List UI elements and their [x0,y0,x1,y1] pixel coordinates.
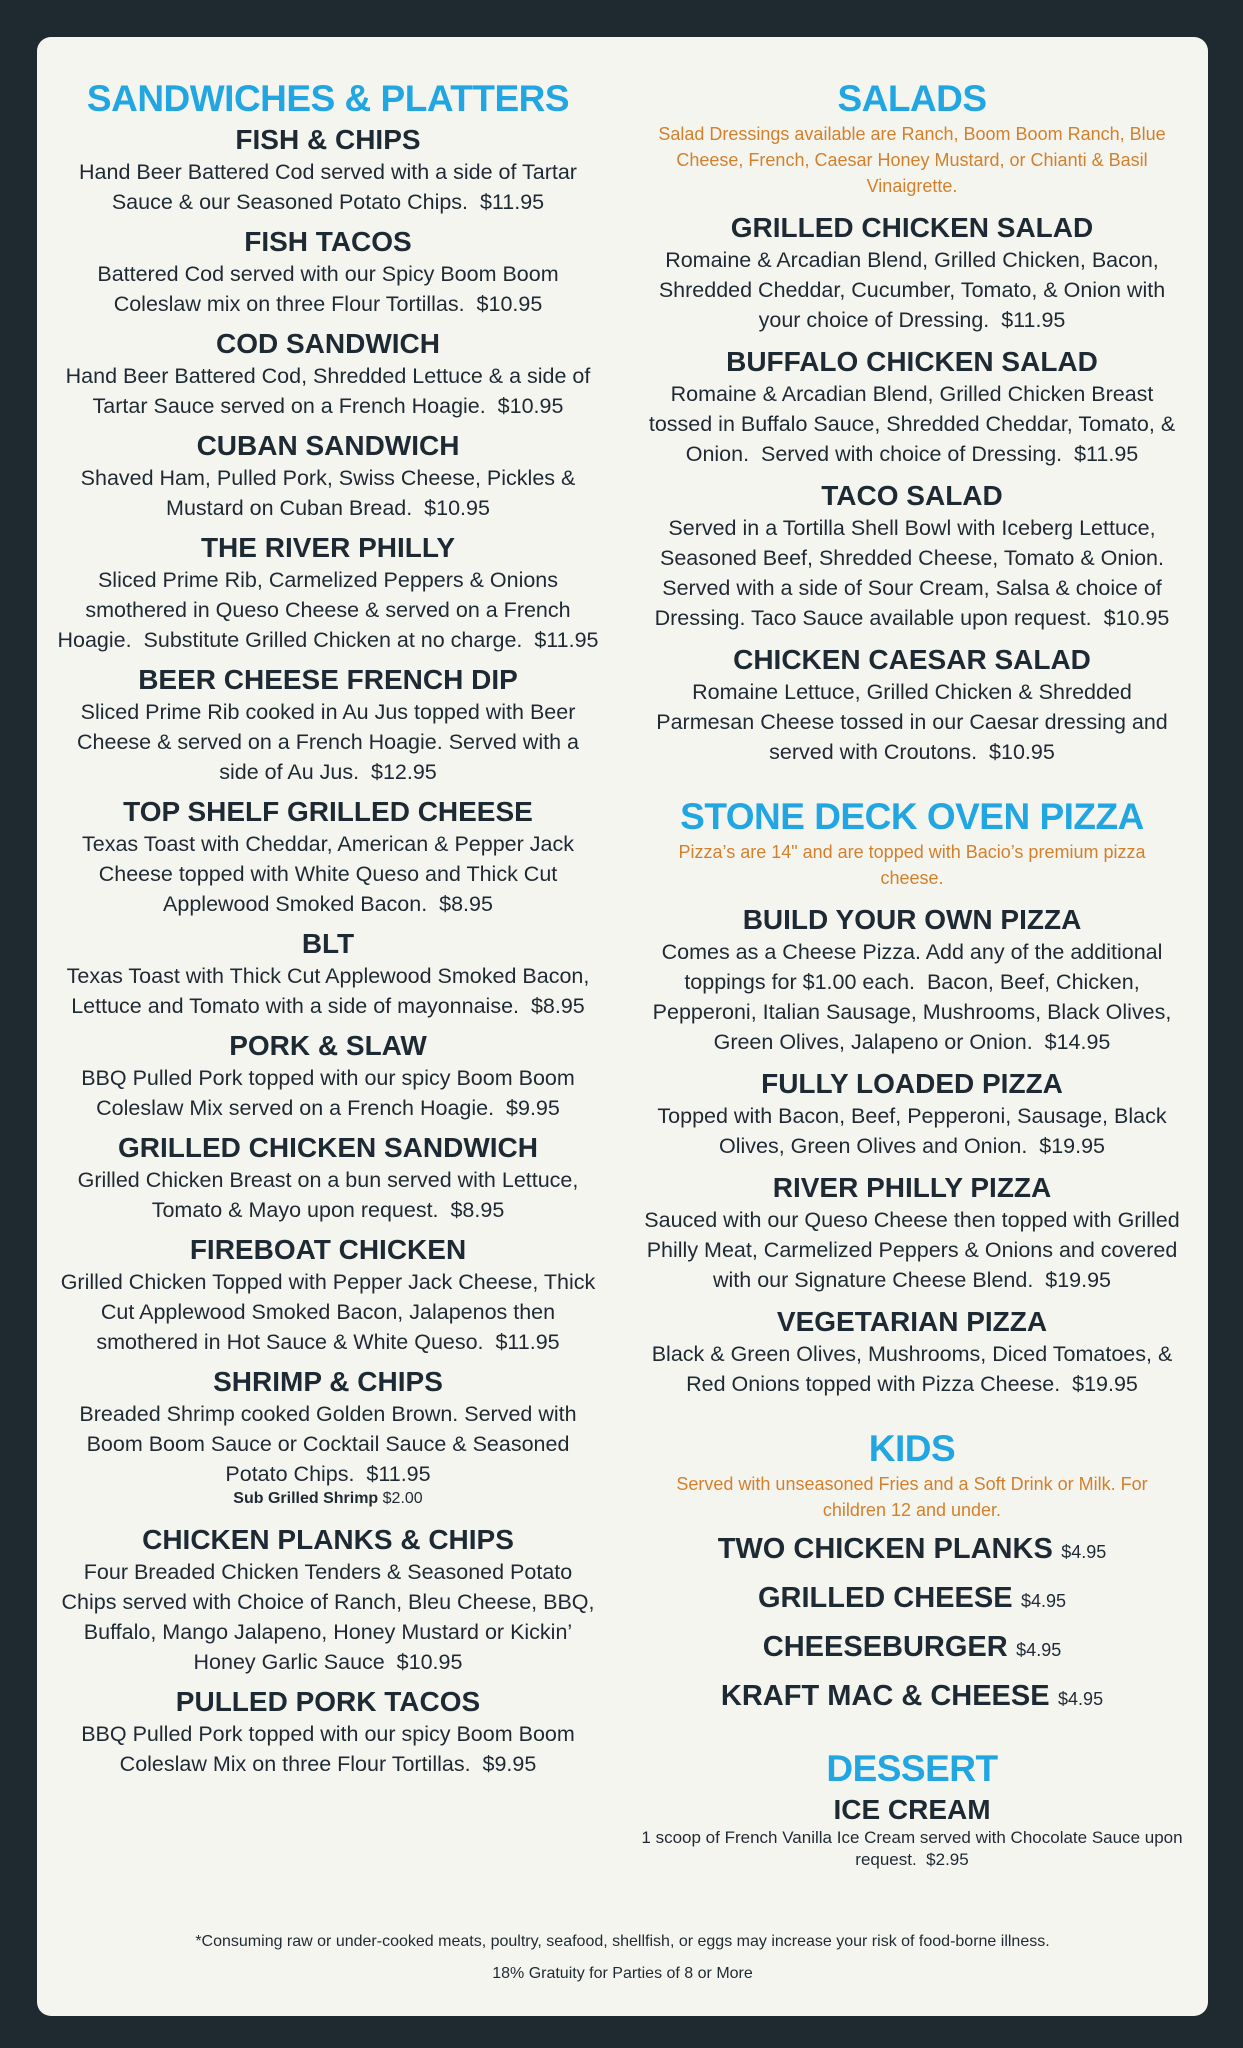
menu-item [57,927,599,1021]
kids-item-price: $4.95 [1061,1542,1107,1562]
menu-item [57,795,599,919]
salads-note: Salad Dressings available are Ranch, Boom Boom Ranch, Blue Cheese, French, Caesar Honey Mustard, or Chianti & Basil Vinaigrette. [658,124,1166,196]
item-name: CHICKEN PLANKS & CHIPS [142,1524,514,1555]
menu-item [57,1365,599,1509]
sandwiches-column [57,77,599,1779]
item-name: FIREBOAT CHICKEN [189,1234,467,1265]
menu-item [57,327,599,421]
menu-item [57,429,599,523]
item-name: BUILD YOUR OWN PIZZA [742,904,1082,935]
menu-item [641,479,1183,633]
item-description: Breaded Shrimp cooked Golden Brown. Served with Boom Boom Sauce or Cocktail Sauce & Seasoned Potato Chips. $11.95 [79,1402,577,1486]
item-description: BBQ Pulled Pork topped with our spicy Boom Boom Coleslaw Mix on three Flour Tortillas. $9.95 [81,1722,575,1776]
menu-item [57,1233,599,1357]
item-name: COD SANDWICH [216,328,440,359]
menu-item [57,1131,599,1225]
item-description: Texas Toast with Thick Cut Applewood Smoked Bacon, Lettuce and Tomato with a side of mayonnaise. $8.95 [66,964,590,1018]
kids-item-price: $4.95 [1016,1640,1062,1660]
section-gap [641,767,1183,795]
item-name: TOP SHELF GRILLED CHEESE [123,796,533,827]
item-name: TACO SALAD [821,480,1003,511]
item-name: CHICKEN CAESAR SALAD [733,644,1091,675]
item-description: Texas Toast with Cheddar, American & Pepper Jack Cheese topped with White Queso and Thick Cut Applewood Smoked Bacon. $8.95 [82,832,574,916]
kids-item-name: CHEESEBURGER [762,1631,1008,1663]
menu-item [57,1029,599,1123]
item-name: VEGETARIAN PIZZA [776,1306,1048,1337]
item-name: RIVER PHILLY PIZZA [772,1172,1052,1203]
substitution-price: $2.00 [382,1490,423,1507]
item-name: BEER CHEESE FRENCH DIP [138,664,518,695]
item-description: Topped with Bacon, Beef, Pepperoni, Sausage, Black Olives, Green Olives and Onion. $19.95 [657,1104,1167,1158]
item-description: Romaine Lettuce, Grilled Chicken & Shredded Parmesan Cheese tossed in our Caesar dressing and served with Croutons. $10.95 [656,680,1168,764]
item-name: FISH & CHIPS [235,124,421,155]
item-description: Sauced with our Queso Cheese then topped with Grilled Philly Meat, Carmelized Peppers & Onions and covered with our Signature Cheese Blend. $19.95 [644,1208,1180,1292]
item-description: Romaine & Arcadian Blend, Grilled Chicken Breast tossed in Buffalo Sauce, Shredded Cheddar, Tomato, & Onion. Served with choice of Dressing. $11.95 [648,382,1176,466]
item-description: 1 scoop of French Vanilla Ice Cream served with Chocolate Sauce upon request. $2.95 [641,1828,1183,1869]
menu-page [37,37,1208,2016]
item-name: PORK & SLAW [229,1030,427,1061]
kids-item [641,1629,1183,1670]
item-description: Sliced Prime Rib, Carmelized Peppers & Onions smothered in Queso Cheese & served on a French Hoagie. Substitute Grilled Chicken at no charge. $11.95 [57,568,599,652]
section-gap [641,1719,1183,1747]
item-name: THE RIVER PHILLY [200,532,456,563]
item-description: Comes as a Cheese Pizza. Add any of the additional toppings for $1.00 each. Bacon, Beef, Chicken, Pepperoni, Italian Sausage, Mushrooms, Black Olives, Green Olives, Jalapeno or Onion. $14.95 [652,940,1172,1054]
item-description: Hand Beer Battered Cod served with a side of Tartar Sauce & our Seasoned Potato Chips. $11.95 [79,160,577,214]
item-description: BBQ Pulled Pork topped with our spicy Boom Boom Coleslaw Mix served on a French Hoagie. $9.95 [81,1066,575,1120]
menu-item [641,1305,1183,1399]
item-name: CUBAN SANDWICH [196,430,460,461]
kids-item-price: $4.95 [1021,1591,1067,1611]
section-title-kids: KIDS [868,1428,956,1469]
item-name: GRILLED CHICKEN SALAD [730,212,1094,243]
section-title-dessert: DESSERT [826,1748,998,1789]
gratuity-note: 18% Gratuity for Parties of 8 or More [492,1965,753,1982]
menu-item [641,345,1183,469]
item-name: GRILLED CHICKEN SANDWICH [118,1132,538,1163]
substitution-label: Sub Grilled Shrimp [233,1490,379,1507]
section-title-sandwiches: SANDWICHES & PLATTERS [86,78,570,119]
menu-item [57,531,599,655]
menu-item [57,123,599,217]
item-description: Grilled Chicken Topped with Pepper Jack Cheese, Thick Cut Applewood Smoked Bacon, Jalapenos then smothered in Hot Sauce & White Queso. $11.95 [60,1270,596,1354]
section-title-pizza: STONE DECK OVEN PIZZA [680,796,1144,837]
food-safety-warning: *Consuming raw or under-cooked meats, poultry, seafood, shellfish, or eggs may increase your risk of food-borne illness. [195,1933,1050,1950]
menu-item [641,211,1183,335]
kids-item [641,1580,1183,1621]
kids-note: Served with unseasoned Fries and a Soft Drink or Milk. For children 12 and under. [676,1474,1148,1520]
kids-item [641,1678,1183,1719]
menu-item [641,1171,1183,1295]
item-name: FISH TACOS [244,226,412,257]
kids-item-price: $4.95 [1058,1689,1104,1709]
item-description: Grilled Chicken Breast on a bun served with Lettuce, Tomato & Mayo upon request. $8.95 [77,1168,579,1222]
item-description: Shaved Ham, Pulled Pork, Swiss Cheese, Pickles & Mustard on Cuban Bread. $10.95 [80,466,576,520]
item-name: ICE CREAM [833,1794,991,1825]
kids-item [641,1531,1183,1572]
item-name: BLT [301,928,355,959]
menu-item [641,643,1183,767]
menu-item [57,663,599,787]
menu-item [641,1793,1183,1871]
section-title-salads: SALADS [837,78,987,119]
item-description: Black & Green Olives, Mushrooms, Diced Tomatoes, & Red Onions topped with Pizza Cheese. $19.95 [651,1342,1173,1396]
item-description: Battered Cod served with our Spicy Boom Boom Coleslaw mix on three Flour Tortillas. $10.95 [97,262,559,316]
item-name: PULLED PORK TACOS [175,1686,481,1717]
menu-item [641,903,1183,1057]
pizza-note: Pizza’s are 14" and are topped with Bacio’s premium pizza cheese. [678,842,1146,888]
item-description: Served in a Tortilla Shell Bowl with Iceberg Lettuce, Seasoned Beef, Shredded Cheese, Tomato & Onion. Served with a side of Sour Cream, Salsa & choice of Dressing. Taco Sauce available upon request. $10.95 [654,516,1170,630]
kids-item-name: GRILLED CHEESE [757,1582,1013,1614]
item-description: Sliced Prime Rib cooked in Au Jus topped with Beer Cheese & served on a French Hoagie. Served with a side of Au Jus. $12.95 [77,700,579,784]
item-substitution [57,1489,599,1509]
item-description: Hand Beer Battered Cod, Shredded Lettuce & a side of Tartar Sauce served on a French Hoagie. $10.95 [65,364,591,418]
menu-item [57,1523,599,1677]
menu-item [57,225,599,319]
right-column [641,77,1183,1871]
item-name: BUFFALO CHICKEN SALAD [726,346,1098,377]
item-name: FULLY LOADED PIZZA [761,1068,1063,1099]
section-gap [641,1399,1183,1427]
item-description: Romaine & Arcadian Blend, Grilled Chicken, Bacon, Shredded Cheddar, Cucumber, Tomato, & Onion with your choice of Dressing. $11.95 [658,248,1166,332]
kids-item-name: TWO CHICKEN PLANKS [717,1533,1053,1565]
menu-item [57,1685,599,1779]
item-description: Four Breaded Chicken Tenders & Seasoned Potato Chips served with Choice of Ranch, Bleu Cheese, BBQ, Buffalo, Mango Jalapeno, Honey Mustard or Kickin’ Honey Garlic Sauce $10.95 [61,1560,595,1674]
kids-item-name: KRAFT MAC & CHEESE [720,1680,1050,1712]
menu-item [641,1067,1183,1161]
item-name: SHRIMP & CHIPS [213,1366,443,1397]
